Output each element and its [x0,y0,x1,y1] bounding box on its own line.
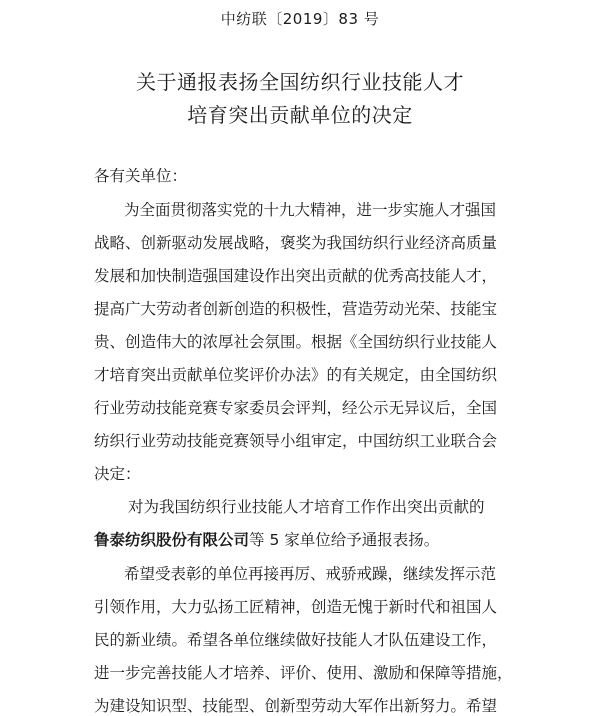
paragraph-1-line-5: 贵、创造伟大的浓厚社会氛围。根据《全国纺织行业技能人 [94,333,498,351]
paragraph-1-line-7: 行业劳动技能竞赛专家委员会评判，经公示无异议后，全国 [94,399,498,417]
company-name: 鲁泰纺织股份有限公司 [94,531,250,549]
document-title-line-2: 培育突出贡献单位的决定 [187,103,413,127]
paragraph-3-line-5: 为建设知识型、技能型、创新型劳动大军作出新努力。希望 [94,697,498,715]
document-title-line-1: 关于通报表扬全国纺织行业技能人才 [136,70,464,94]
paragraph-1-line-1: 为全面贯彻落实党的十九大精神，进一步实施人才强国 [124,201,497,219]
paragraph-1-line-4: 提高广大劳动者创新创造的积极性，营造劳动光荣、技能宝 [94,300,498,318]
paragraph-1-line-2: 战略、创新驱动发展战略，褒奖为我国纺织行业经济高质量 [94,234,498,252]
paragraph-2-line-1: 对为我国纺织行业技能人才培育工作作出突出贡献的 [128,498,485,516]
paragraph-1-line-9: 决定： [94,465,141,483]
paragraph-3-line-4: 进一步完善技能人才培养、评价、使用、激励和保障等措施， [94,664,513,682]
document-number: 中纺联〔2019〕83 号 [220,10,380,28]
paragraph-1-line-8: 纺织行业劳动技能竞赛领导小组审定，中国纺织工业联合会 [94,432,498,450]
paragraph-2-line-2 [94,528,524,550]
paragraph-1-line-6: 才培育突出贡献单位奖评价办法》的有关规定，由全国纺织 [94,366,498,384]
paragraph-3-line-2: 引领作用，大力弘扬工匠精神，创造无愧于新时代和祖国人 [94,598,498,616]
paragraph-3-line-3: 民的新业绩。希望各单位继续做好技能人才队伍建设工作， [94,631,498,649]
paragraph-2-line-2-rest: 等 5 家单位给予通报表扬。 [249,531,440,549]
paragraph-1-line-3: 发展和加快制造强国建设作出突出贡献的优秀高技能人才， [94,267,498,285]
paragraph-3-line-1: 希望受表彰的单位再接再厉、戒骄戒躁，继续发挥示范 [124,565,497,583]
salutation: 各有关单位： [94,167,188,185]
